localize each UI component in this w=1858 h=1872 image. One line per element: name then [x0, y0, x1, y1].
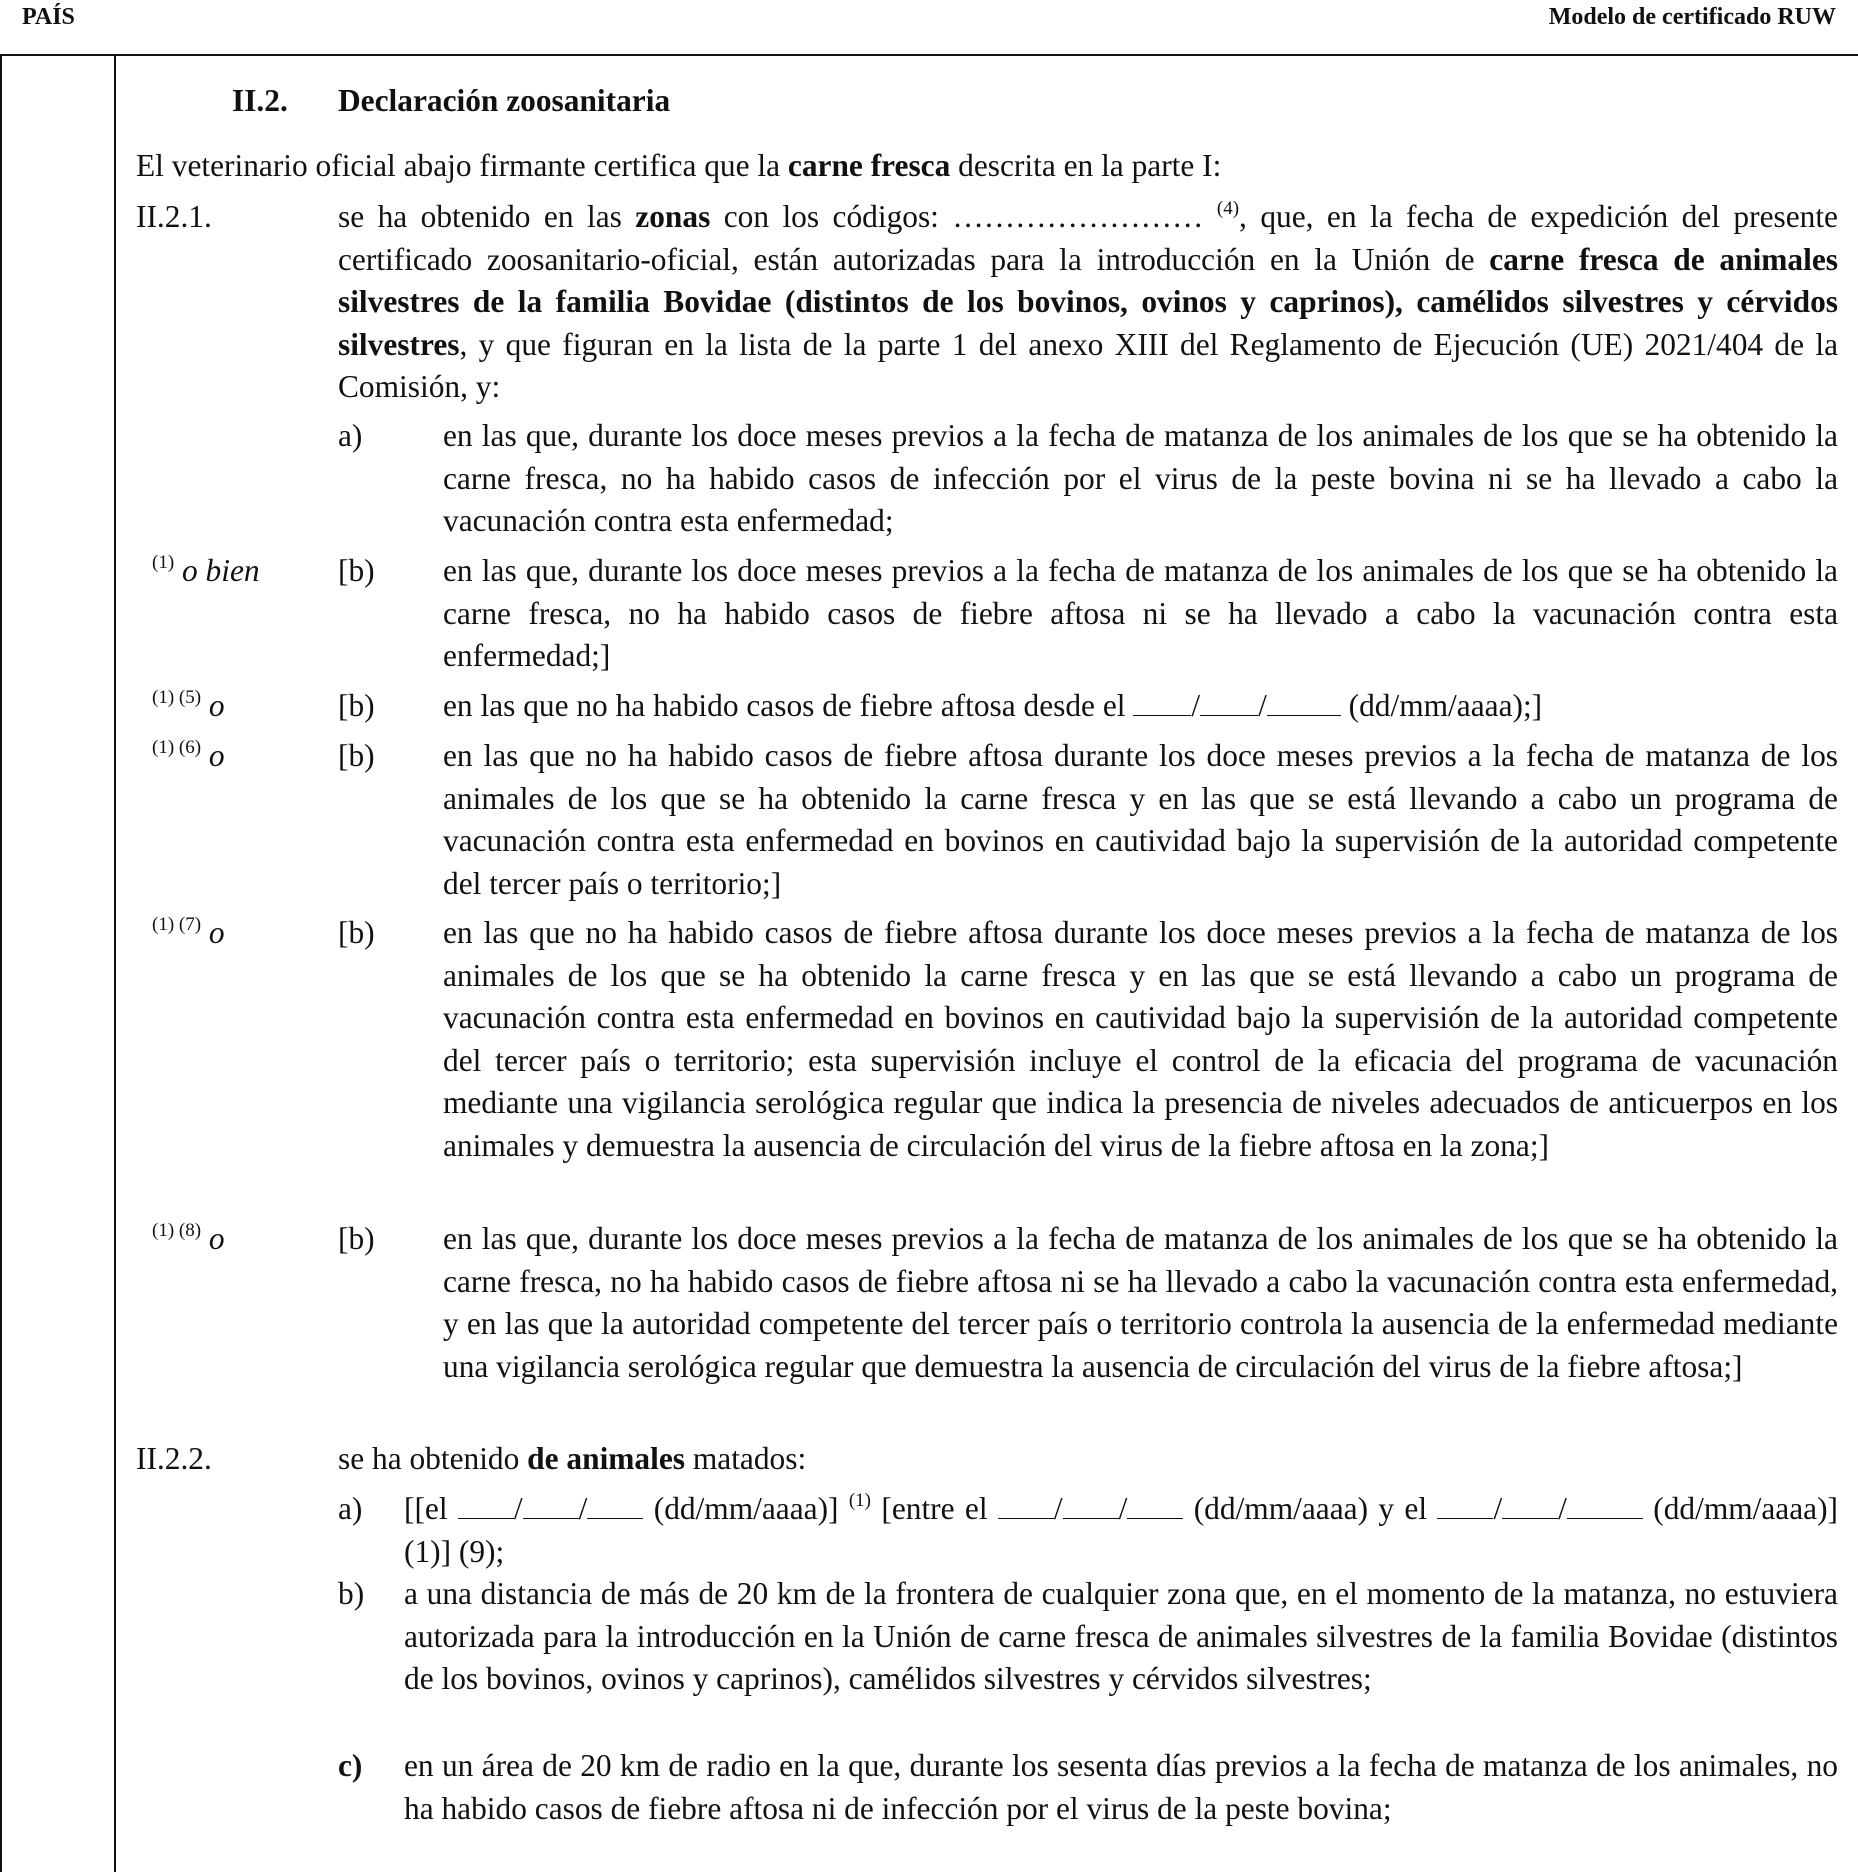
clause-2-item-b-text: a una distancia de más de 20 km de la frontera de cualquier zona que, en el momento de la matanza, no estuviera autorizada para la introducción en la Unión de carne fresca de animales silvestres de la familia Bovidae (distintos de los bovinos, ovinos y caprinos), camélidos silvestres y cérvidos silvestres; [404, 1576, 1838, 1696]
header-certificate-model: Modelo de certificado RUW [1548, 4, 1836, 30]
section-title: Declaración zoosanitaria [338, 83, 671, 118]
item-a-text: en las que, durante los doce meses previos a la fecha de matanza de los animales de los que se ha obtenido la carne fresca, no ha habido casos de infección por el virus de la peste bovina ni se ha llevado a cabo la vacunación contra esta enfermedad; [443, 418, 1838, 538]
item-b1-label: [b) [338, 553, 375, 588]
header-country: PAÍS [22, 4, 75, 30]
date-day-blank [1133, 689, 1191, 716]
clause-2-text: se ha obtenido de animales matados: [338, 1441, 807, 1476]
item-b2-text: en las que no ha habido casos de fiebre aftosa desde el / / (dd/mm/aaaa);] [443, 688, 1543, 723]
item-b3-label: [b) [338, 738, 375, 773]
date-month-blank [1200, 689, 1258, 716]
item-b4-text: en las que no ha habido casos de fiebre aftosa durante los doce meses previos a la fecha de matanza de los animales de los que se ha obtenido la carne fresca y en las que se está llevando a cabo un programa de vacunación contra esta enfermedad en bovinos en cautividad bajo la supervisión de la autoridad competente del tercer país o territorio; esta supervisión incluye el control de la eficacia del programa de vacunación mediante una vigilancia serológica regular que indica la presencia de niveles adecuados de anticuerpos en los animales y demuestra la ausencia de circulación del virus de la fiebre aftosa en la zona;] [443, 915, 1838, 1163]
item-b5-text: en las que, durante los doce meses previos a la fecha de matanza de los animales de los que se ha obtenido la carne fresca, no ha habido casos de fiebre aftosa ni se ha llevado a cabo la vacunación contra esta enfermedad, y en las que la autoridad competente del tercer país o territorio controla la ausencia de la enfermedad mediante una vigilancia serológica regular que demuestra la ausencia de circulación del virus de la fiebre aftosa;] [443, 1221, 1838, 1384]
clause-2-item-a-text: [[el / / (dd/mm/aaaa)] $^{(1)}$ [entre el / / (dd/mm/aaaa) y el / / (dd/mm/aaaa)] (1)] (9); [404, 1490, 1839, 1569]
clause-2-item-a-label: a) [338, 1491, 363, 1526]
item-b5-condition: $^{(1) (8)}$ o [152, 1220, 225, 1256]
date-year-blank [1267, 689, 1341, 716]
item-b4-label: [b) [338, 915, 375, 950]
clause-1-text: se ha obtenido en las zonas con los códigos: …………………… $^{(4)}$, que, en la fecha de expedición del presente certificado zoosanitario-oficial, están autorizadas para la introducción en la Unión de carne fresca de animales silvestres de la familia Bovidae (distintos de los bovinos, ovinos y caprinos), camélidos silvestres y cérvidos silvestres, y que figuran en la lista de la parte 1 del anexo XIII del Reglamento de Ejecución (UE) 2021/404 de la Comisión, y: [338, 198, 1839, 404]
item-b4-condition: $^{(1) (7)}$ o [152, 914, 225, 950]
clause-2-item-b-label: b) [338, 1576, 365, 1611]
clause-2-item-c-label: c) [338, 1748, 363, 1783]
clause-2-item-c-text: en un área de 20 km de radio en la que, durante los sesenta días previos a la fecha de matanza de los animales, no ha habido casos de fiebre aftosa ni de infección por el virus de la peste bovina; [404, 1748, 1838, 1826]
item-b3-condition: $^{(1) (6)}$ o [152, 737, 225, 773]
header-rule [0, 54, 1858, 56]
margin-column-border [114, 54, 116, 1872]
item-b1-condition: $^{(1)}$ o bien [152, 552, 260, 588]
intro-paragraph: El veterinario oficial abajo firmante certifica que la carne fresca descrita en la parte I: [136, 148, 1222, 183]
item-b2-label: [b) [338, 688, 375, 723]
clause-number-2: II.2.2. [136, 1441, 212, 1476]
clause-number-1: II.2.1. [136, 199, 212, 234]
item-b2-condition: $^{(1) (5)}$ o [152, 687, 225, 723]
item-b1-text: en las que, durante los doce meses previos a la fecha de matanza de los animales de los que se ha obtenido la carne fresca, no ha habido casos de fiebre aftosa ni se ha llevado a cabo la vacunación contra esta enfermedad;] [443, 553, 1838, 673]
item-b5-label: [b) [338, 1221, 375, 1256]
footnote-ref: (1) [848, 1490, 872, 1511]
item-b3-text: en las que no ha habido casos de fiebre aftosa durante los doce meses previos a la fecha de matanza de los animales de los que se ha obtenido la carne fresca y en las que se está llevando a cabo un programa de vacunación contra esta enfermedad en bovinos en cautividad bajo la supervisión de la autoridad competente del tercer país o territorio;] [443, 738, 1838, 901]
section-number: II.2. [232, 83, 288, 118]
left-border [0, 54, 2, 1872]
footnote-ref: (4) [1216, 198, 1240, 219]
item-a-label: a) [338, 418, 363, 453]
